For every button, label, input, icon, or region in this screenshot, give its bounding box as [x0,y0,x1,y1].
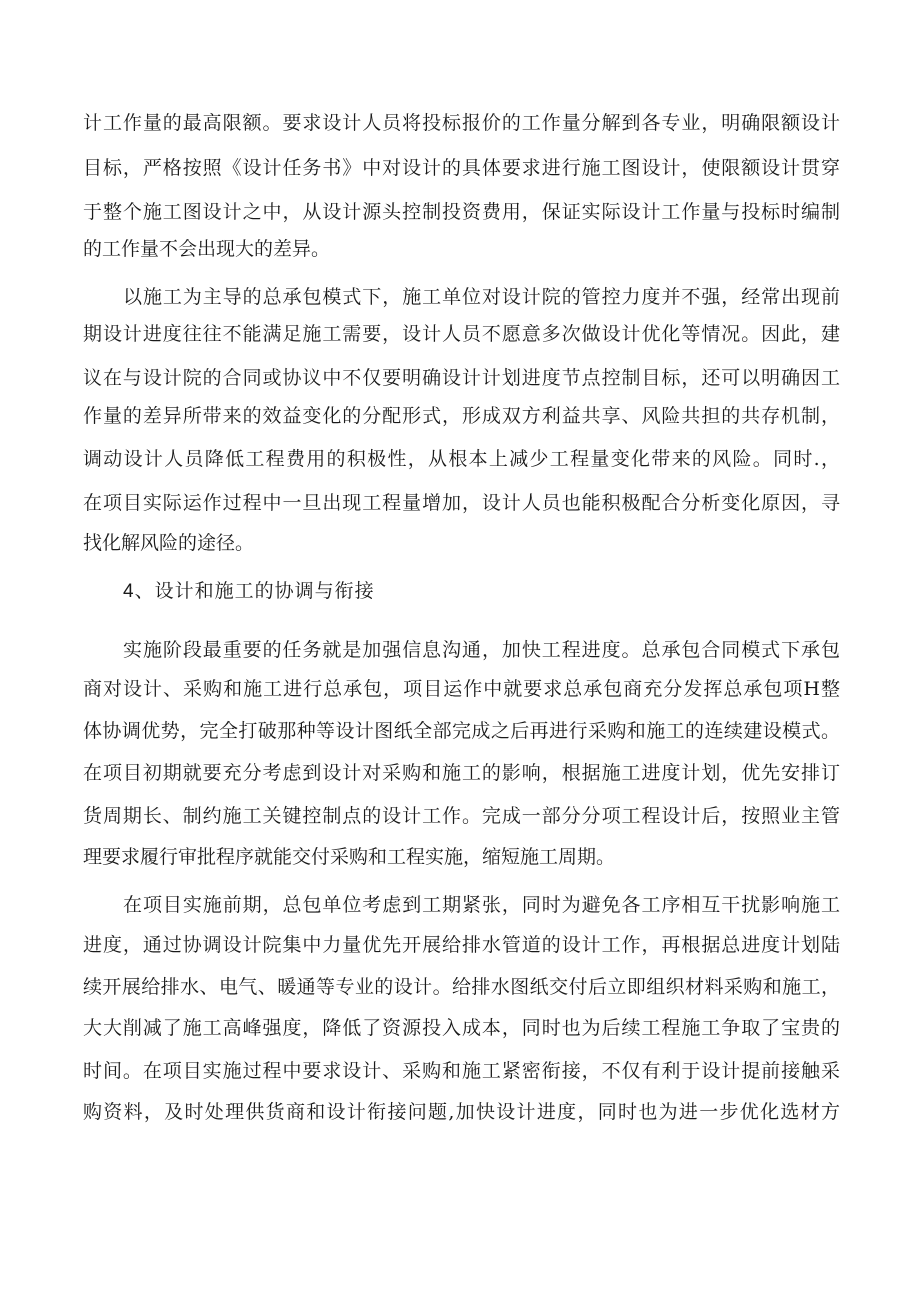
text-line: 作量的差异所带来的效益变化的分配形式，形成双方利益共享、风险共担的共存机制， [83,405,840,427]
text-line: 调动设计人员降低工程费用的积极性，从根本上减少工程量变化带来的风险。同时.， [83,448,840,470]
text-line: 议在与设计院的合同或协议中不仅要明确设计计划进度节点控制目标，还可以明确因工 [83,367,840,389]
text-line: 在项目初期就要充分考虑到设计对采购和施工的影响，根据施工进度计划，优先安排订 [83,762,840,784]
text-line: 于整个施工图设计之中，从设计源头控制投资费用，保证实际设计工作量与投标时编制 [83,201,840,223]
text-line: 商对设计、采购和施工进行总承包，项目运作中就要求总承包商充分发挥总承包项H整 [83,678,840,700]
text-line: 目标，严格按照《设计任务书》中对设计的具体要求进行施工图设计，使限额设计贯穿 [83,157,840,179]
text-line: 体协调优势，完全打破那种等设计图纸全部完成之后再进行采购和施工的连续建设模式。 [83,720,840,742]
text-line: 的工作量不会出现大的差异。 [83,238,331,260]
text-line: 找化解风险的途径。 [83,532,255,554]
text-line: 在项目实际运作过程中一旦出现工程量增加，设计人员也能积极配合分析变化原因，寻 [83,492,840,514]
text-line: 货周期长、制约施工关键控制点的设计工作。完成一部分分项工程设计后，按照业主管 [83,805,840,827]
text-line: 时间。在项目实施过程中要求设计、采购和施工紧密衔接，不仅有利于设计提前接触采 [83,1060,840,1082]
text-line: 期设计进度往往不能满足施工需要，设计人员不愿意多次做设计优化等情况。因此，建 [83,323,840,345]
text-line: 理要求履行审批程序就能交付采购和工程实施，缩短施工周期。 [83,846,616,868]
text-line: 实施阶段最重要的任务就是加强信息沟通，加快工程进度。总承包合同模式下承包 [123,639,840,661]
text-line: 购资料，及时处理供货商和设计衔接问题,加快设计进度，同时也为进一步优化选材方 [83,1101,840,1123]
text-line: 计工作量的最高限额。要求设计人员将投标报价的工作量分解到各专业，明确限额设计 [83,112,840,134]
text-line: 在项目实施前期，总包单位考虑到工期紧张，同时为避免各工序相互干扰影响施工 [123,894,840,916]
text-line: 续开展给排水、电气、暖通等专业的设计。给排水图纸交付后立即组织材料采购和施工， [83,976,840,998]
text-line: 大大削减了施工高峰强度，降低了资源投入成本，同时也为后续工程施工争取了宝贵的 [83,1017,840,1039]
text-line: 以施工为主导的总承包模式下，施工单位对设计院的管控力度并不强，经常出现前 [123,286,840,308]
text-line: 进度，通过协调设计院集中力量优先开展给排水管道的设计工作，再根据总进度计划陆 [83,934,840,956]
section-heading: 4、设计和施工的协调与衔接 [123,581,375,602]
